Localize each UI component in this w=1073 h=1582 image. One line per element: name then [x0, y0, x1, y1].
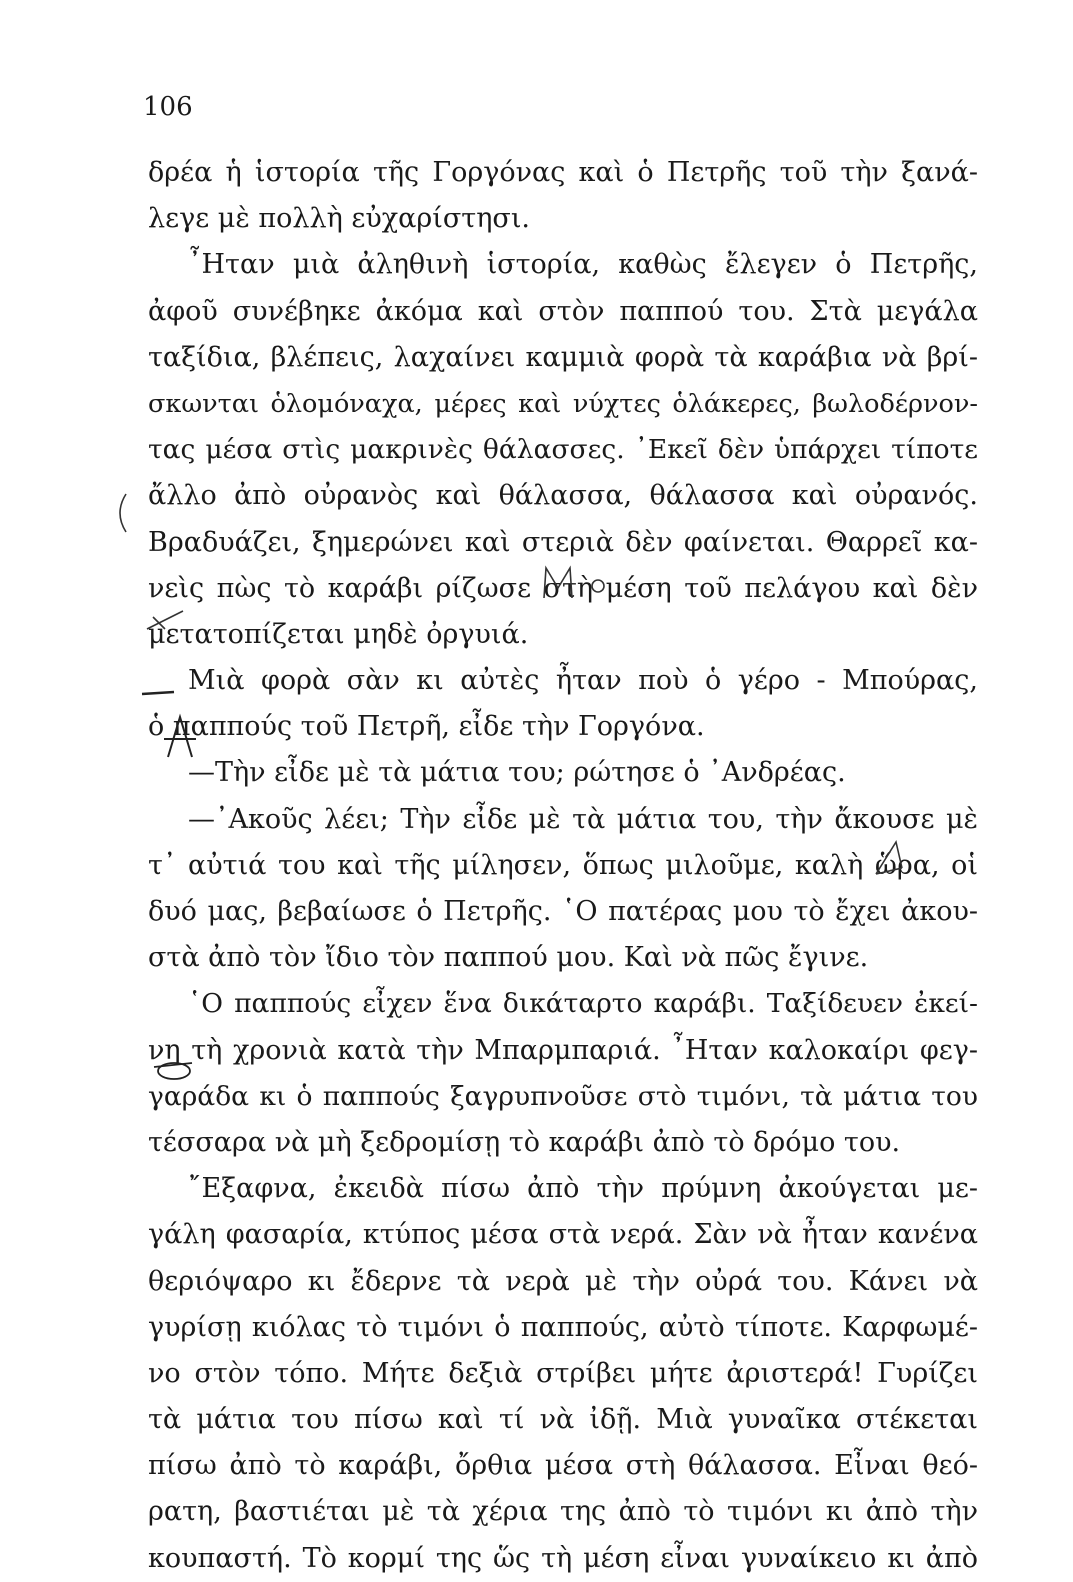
text-line: [148, 1443, 978, 1489]
body-text: [148, 150, 978, 1582]
proof-mark-m: [540, 562, 612, 602]
text-line-content: —᾽Ακοῦς λέει; Τὴν εἶδε μὲ τὰ μάτια του, τὴν ἄκουσε μὲ: [188, 803, 978, 835]
text-line-content: ὁ παππούς τοῦ Πετρῆ, εἶδε τὴν Γοργόνα.: [148, 711, 705, 743]
proof-mark-dash: [140, 688, 176, 700]
text-line-content: σκωνται ὁλομόναχα, μέρες καὶ νύχτες ὁλάκερες, βωλοδέρνον-: [148, 388, 978, 419]
proof-mark-a-end: [872, 838, 910, 880]
text-line: [148, 520, 978, 566]
text-line-content: νο στὸν τόπο. Μήτε δεξιὰ στρίβει μήτε ἀριστερά! Γυρίζει: [148, 1357, 978, 1389]
text-line: [148, 981, 978, 1027]
text-line: [148, 196, 978, 242]
text-line-content: Μιὰ φορὰ σὰν κι αὐτὲς ἦταν ποὺ ὁ γέρο - Μπούρας,: [188, 665, 978, 697]
text-line-content: τὰ μάτια του πίσω καὶ τί νὰ ἰδῇ. Μιὰ γυναῖκα στέκεται: [148, 1404, 978, 1436]
text-line-content: Βραδυάζει, ξημερώνει καὶ στεριὰ δὲν φαίνεται. Θαρρεῖ κα-: [148, 526, 978, 558]
text-line: [148, 704, 978, 750]
text-line-content: ταξίδια, βλέπεις, λαχαίνει καμμιὰ φορὰ τὰ καράβια νὰ βρί-: [148, 341, 978, 373]
text-line: [148, 427, 978, 473]
text-line: [148, 1212, 978, 1258]
text-line-content: μετατοπίζεται μηδὲ ὀργυιά.: [148, 618, 529, 650]
text-line: [148, 935, 978, 981]
text-line-content: στὰ ἀπὸ τὸν ἴδιο τὸν παππού μου. Καὶ νὰ πῶς ἔγινε.: [148, 942, 869, 974]
text-line: [148, 1536, 978, 1582]
text-line-content: κουπαστή. Τὸ κορμί της ὥς τὴ μέση εἶναι γυναίκειο κι ἀπὸ: [148, 1542, 978, 1574]
text-line: [148, 1489, 978, 1535]
proof-mark-paragraph: [150, 1055, 194, 1083]
text-line: [148, 750, 978, 796]
text-line-content: γυρίσῃ κιόλας τὸ τιμόνι ὁ παππούς, αὐτὸ τίποτε. Καρφωμέ-: [148, 1311, 978, 1343]
text-line-content: τας μέσα στὶς μακρινὲς θάλασσες. ᾽Εκεῖ δὲν ὑπάρχει τίποτε: [148, 434, 978, 466]
proof-mark-a: [162, 713, 198, 761]
text-line: [148, 1028, 978, 1074]
text-line-content: τ᾽ αὐτιά του καὶ τῆς μίλησεν, ὅπως μιλοῦμε, καλὴ ὥρα, οἱ: [148, 849, 978, 881]
text-line: [148, 889, 978, 935]
text-line: [148, 1397, 978, 1443]
text-line-content: τέσσαρα νὰ μὴ ξεδρομίσῃ τὸ καράβι ἀπὸ τὸ δρόμο του.: [148, 1126, 901, 1158]
text-line: [148, 1074, 978, 1120]
text-line-content: γαράδα κι ὁ παππούς ξαγρυπνοῦσε στὸ τιμόνι, τὰ μάτια του: [148, 1080, 978, 1112]
text-line: [148, 242, 978, 288]
text-line-content: ρατη, βαστιέται μὲ τὰ χέρια της ἀπὸ τὸ τιμόνι κι ἀπὸ τὴν: [148, 1496, 978, 1528]
text-line-content: θεριόψαρο κι ἔδερνε τὰ νερὰ μὲ τὴν οὐρά του. Κάνει νὰ: [148, 1265, 978, 1297]
text-line: [148, 473, 978, 519]
text-line-content: νη τὴ χρονιὰ κατὰ τὴν Μπαρμπαριά. ῏Ηταν καλοκαίρι φεγ-: [148, 1034, 978, 1066]
proof-mark-parenthesis: [112, 490, 132, 536]
text-line: [148, 289, 978, 335]
text-line: [148, 1166, 978, 1212]
text-line: [148, 1120, 978, 1166]
text-line: [148, 797, 978, 843]
text-line: [148, 1305, 978, 1351]
text-line-content: ἀφοῦ συνέβηκε ἀκόμα καὶ στὸν παππού του. Στὰ μεγάλα: [148, 295, 978, 327]
text-line-content: λεγε μὲ πολλὴ εὐχαρίστησι.: [148, 203, 531, 235]
text-line-content: γάλη φασαρία, κτύπος μέσα στὰ νερά. Σὰν νὰ ἦταν κανένα: [148, 1219, 978, 1251]
page-number: 106: [143, 92, 193, 122]
text-line-content: πίσω ἀπὸ τὸ καράβι, ὄρθια μέσα στὴ θάλασσα. Εἶναι θεό-: [148, 1450, 978, 1482]
proof-mark-insert: [143, 603, 187, 633]
text-line: [148, 612, 978, 658]
text-line: [148, 843, 978, 889]
text-line-content: δρέα ἡ ἱστορία τῆς Γοργόνας καὶ ὁ Πετρῆς τοῦ τὴν ξανά-: [148, 157, 978, 188]
text-line-content: νεὶς πὼς τὸ καράβι ρίζωσε στὴ μέση τοῦ πελάγου καὶ δὲν: [148, 572, 978, 604]
text-line-content: ῏Ηταν μιὰ ἀληθινὴ ἱστορία, καθὼς ἔλεγεν ὁ Πετρῆς,: [188, 249, 978, 281]
text-line: [148, 381, 978, 427]
text-line: [148, 1259, 978, 1305]
text-line-content: ἄλλο ἀπὸ οὐρανὸς καὶ θάλασσα, θάλασσα καὶ οὐρανός.: [148, 480, 978, 512]
text-line: [148, 1351, 978, 1397]
text-line: [148, 335, 978, 381]
text-line-content: ῎Εξαφνα, ἐκειδὰ πίσω ἀπὸ τὴν πρύμνη ἀκούγεται με-: [188, 1173, 978, 1205]
text-line: [148, 150, 978, 196]
text-line: [148, 658, 978, 704]
text-line-content: δυό μας, βεβαίωσε ὁ Πετρῆς. ῾Ο πατέρας μου τὸ ἔχει ἀκου-: [148, 896, 978, 927]
text-line-content: ῾Ο παππούς εἶχεν ἕνα δικάταρτο καράβι. Ταξίδευεν ἐκεί-: [188, 988, 978, 1020]
text-line-content: —Τὴν εἶδε μὲ τὰ μάτια του; ρώτησε ὁ ᾽Ανδρέας.: [188, 757, 846, 789]
